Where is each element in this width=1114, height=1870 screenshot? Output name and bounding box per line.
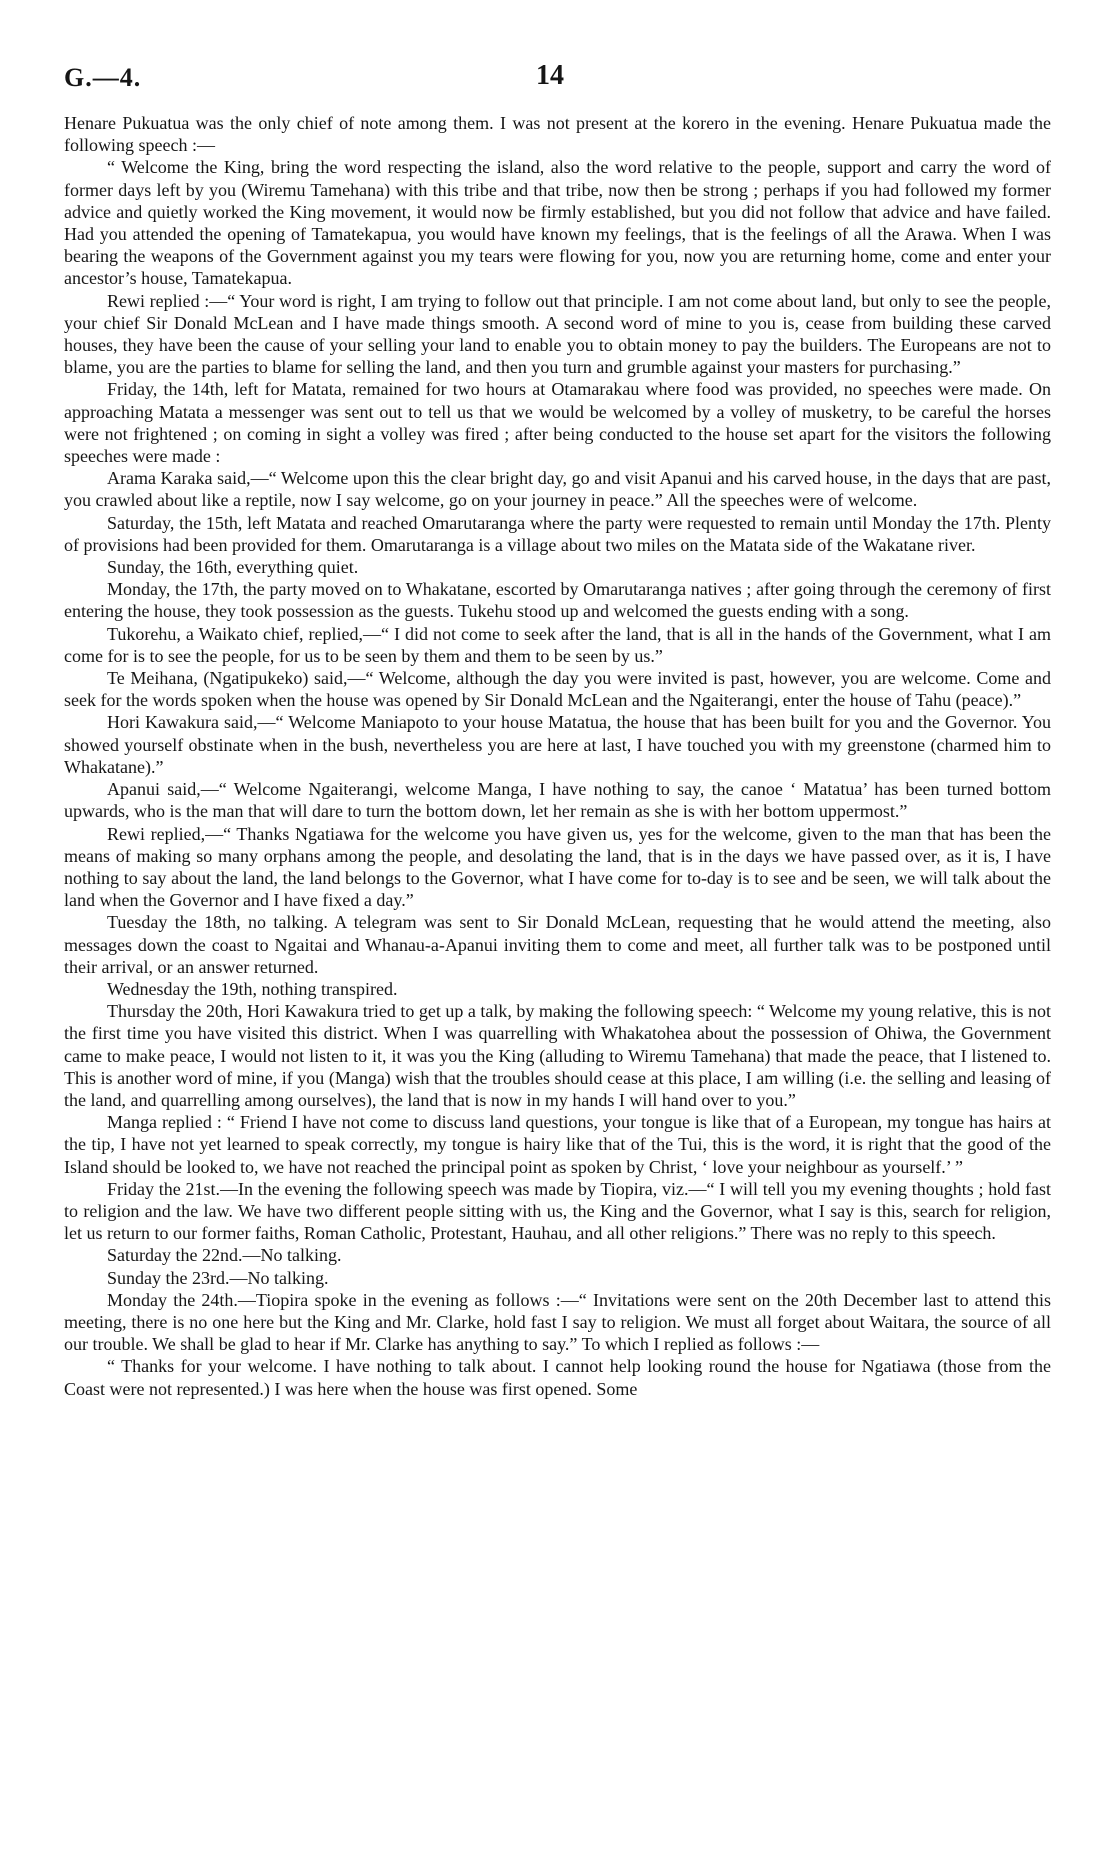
- paragraph: Friday, the 14th, left for Matata, remained for two hours at Otamarakau where food was provided, no speeches were made. On approaching Matata a messenger was sent out to tell us that we would be welcomed by a volley of musketry, to be careful the horses were not frightened ; on coming in sight a volley was fired ; after being conducted to the house set apart for the visitors the following speeches were made :: [64, 379, 1051, 467]
- paragraph: Te Meihana, (Ngatipukeko) said,—“ Welcome, although the day you were invited is past, however, you are welcome. Come and seek for the words spoken when the house was opened by Sir Donald McLean and the Ngaiterangi, enter the house of Tahu (peace).”: [64, 668, 1051, 711]
- paragraph: Monday the 24th.—Tiopira spoke in the evening as follows :—“ Invitations were sent on the 20th December last to attend this meeting, there is no one here but the King and Mr. Clarke, hold fast I say to religion. We must all forget about Waitara, the source of all our trouble. We shall be glad to hear if Mr. Clarke has anything to say.” To which I replied as follows :—: [64, 1289, 1051, 1355]
- paragraph: Saturday the 22nd.—No talking.: [107, 1245, 342, 1266]
- paragraph: Sunday the 23rd.—No talking.: [107, 1267, 329, 1288]
- paragraph: Tuesday the 18th, no talking. A telegram was sent to Sir Donald McLean, requesting that he would attend the meeting, also messages down the coast to Ngaitai and Whanau-a-Apanui inviting them to come and meet, all further talk was to be postponed until their arrival, or an answer returned.: [64, 912, 1051, 977]
- paragraph: Manga replied : “ Friend I have not come to discuss land questions, your tongue is like that of a European, my tongue has hairs at the tip, I have not yet learned to speak correctly, my tongue is hairy like that of the Tui, this is the word, it is right that the good of the Island should be looked to, we have not reached the principal point as spoken by Christ, ‘ love your neighbour as yourself.’ ”: [64, 1112, 1051, 1177]
- paragraph: Thursday the 20th, Hori Kawakura tried to get up a talk, by making the following speech: “ Welcome my young relative, this is not the first time you have visited this district. When I was quarrelling with Whakatohea about the possession of Ohiwa, the Government came to make peace, I would not listen to it, it was you the King (alluding to Wiremu Tamehana) that made the peace, that I listened to. This is another word of mine, if you (Manga) wish that the troubles should cease at this place, I am willing (i.e. the selling and leasing of the land, and quarrelling among ourselves), the land that is now in my hands I will hand over to you.”: [64, 1001, 1051, 1110]
- paragraph: Tukorehu, a Waikato chief, replied,—“ I did not come to seek after the land, that is all in the hands of the Government, what I am come for is to see the people, for us to be seen by them and them to be seen by us.”: [64, 623, 1051, 666]
- paragraph: Rewi replied,—“ Thanks Ngatiawa for the welcome you have given us, yes for the welcome, given to the man that has been the means of making so many orphans among the people, and desolating the land, that is in the days we have passed over, as it is, I have nothing to say about the land, the land belongs to the Governor, what I have come for to-day is to see and be seen, we will talk about the land when the Governor and I have fixed a day.”: [64, 823, 1051, 911]
- paragraph: “ Thanks for your welcome. I have nothing to talk about. I cannot help looking round the house for Ngatiawa (those from the Coast were not represented.) I was here when the house was first opened. Some: [64, 1356, 1051, 1399]
- paragraph: Arama Karaka said,—“ Welcome upon this the clear bright day, go and visit Apanui and his carved house, in the days that are past, you crawled about like a reptile, now I say welcome, go on your journey in peace.” All the speeches were of welcome.: [64, 468, 1051, 511]
- paragraph: Saturday, the 15th, left Matata and reached Omarutaranga where the party were requested to remain until Monday the 17th. Plenty of provisions had been provided for them. Omarutaranga is a village about two miles on the Matata side of the Wakatane river.: [64, 512, 1051, 555]
- paragraph: Rewi replied :—“ Your word is right, I am trying to follow out that principle. I am not come about land, but only to see the people, your chief Sir Donald McLean and I have made things smooth. A second word of mine to you is, cease from building these carved houses, they have been the cause of your selling your land to enable you to obtain money to pay the builders. The Europeans are not to blame, you are the parties to blame for selling the land, and then you turn and grumble against your masters for purchasing.”: [64, 290, 1051, 378]
- body-text: [64, 112, 1051, 1400]
- paragraph: Hori Kawakura said,—“ Welcome Maniapoto to your house Matatua, the house that has been built for you and the Governor. You showed yourself obstinate when in the bush, nevertheless you are here at last, I have touched you with my greenstone (charmed him to Whakatane).”: [64, 712, 1051, 777]
- report-id: G.—4.: [64, 63, 142, 92]
- paragraph: Henare Pukuatua was the only chief of note among them. I was not present at the korero in the evening. Henare Pukuatua made the following speech :—: [64, 113, 1051, 156]
- page-number: 14: [536, 60, 564, 91]
- paragraph: Sunday, the 16th, everything quiet.: [107, 557, 359, 578]
- paragraph: Wednesday the 19th, nothing transpired.: [107, 978, 398, 999]
- paragraph: Apanui said,—“ Welcome Ngaiterangi, welcome Manga, I have nothing to say, the canoe ‘ Matatua’ has been turned bottom upwards, who is the man that will dare to turn the bottom down, let her remain as she is with her bottom uppermost.”: [64, 779, 1051, 822]
- paragraph: “ Welcome the King, bring the word respecting the island, also the word relative to the people, support and carry the word of former days left by you (Wiremu Tamehana) with this tribe and that tribe, now then be strong ; perhaps if you had followed my former advice and quietly worked the King movement, it would now be firmly established, but you did not follow that advice and have failed. Had you attended the opening of Tamatekapua, you would have known my feelings, that is the feelings of all the Arawa. When I was bearing the weapons of the Government against you my tears were flowing for you, now you are returning home, come and enter your ancestor’s house, Tamatekapua.: [64, 157, 1051, 289]
- paragraph: Friday the 21st.—In the evening the following speech was made by Tiopira, viz.—“ I will tell you my evening thoughts ; hold fast to religion and the law. We have two different people sitting with us, the King and the Governor, what I say is this, search for religion, let us return to our former faiths, Roman Catholic, Protestant, Hauhau, and all other religions.” There was no reply to this speech.: [64, 1178, 1051, 1244]
- paragraph: Monday, the 17th, the party moved on to Whakatane, escorted by Omarutaranga natives ; after going through the ceremony of first entering the house, they took possession as the guests. Tukehu stood up and welcomed the guests ending with a song.: [64, 579, 1051, 622]
